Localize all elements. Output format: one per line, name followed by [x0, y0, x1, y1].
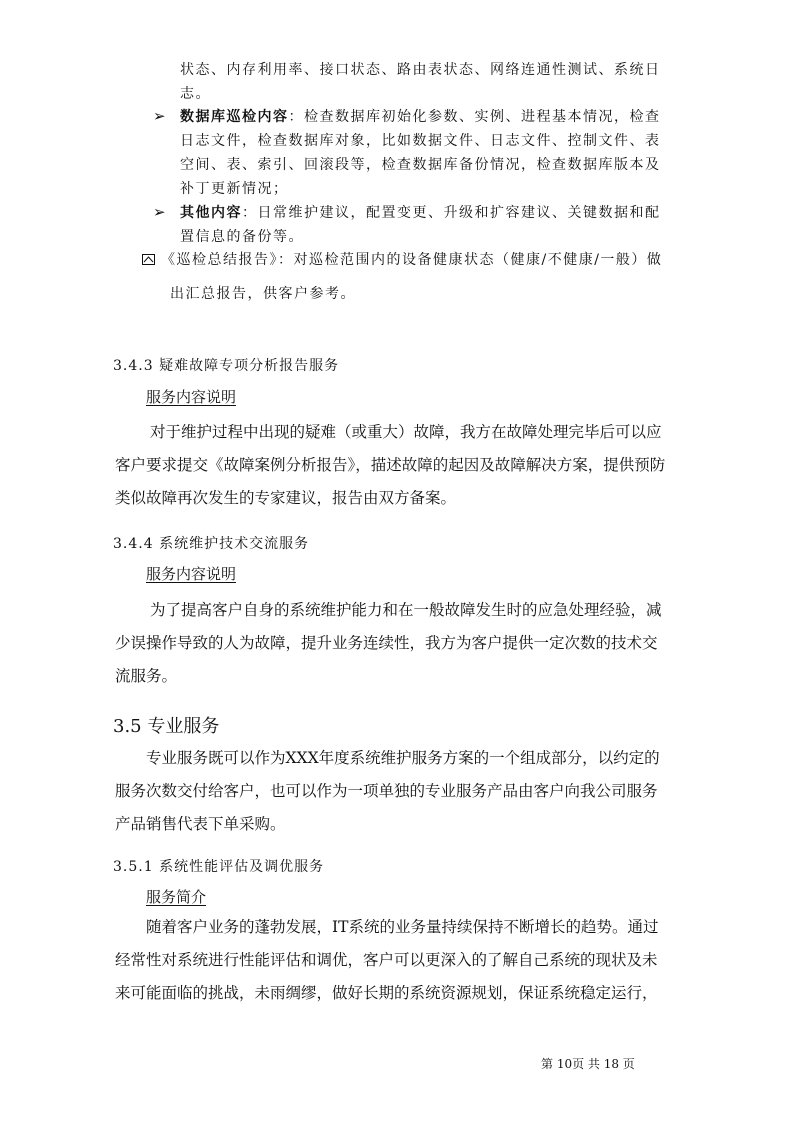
- list-continuation-line1: 状态、内存利用率、接口状态、路由表状态、网络连通性测试、系统日: [180, 62, 661, 78]
- list-continuation-line2: 志。: [180, 86, 211, 102]
- section-3-5-para-line1: 专业服务既可以作为XXX年度系统维护服务方案的一个组成部分，以约定的: [146, 749, 660, 767]
- section-3-4-3-heading: 3.4.3 疑难故障专项分析报告服务: [113, 358, 340, 374]
- db-item-line1-text: ：检查数据库初始化参数、实例、进程基本情况，检查: [288, 109, 661, 125]
- section-3-4-4-subheading: 服务内容说明: [146, 565, 237, 583]
- report-item-line1: 《巡检总结报告》：对巡检范围内的设备健康状态（健康/不健康/一般）做: [161, 252, 663, 268]
- report-item-line2: 出汇总报告，供客户参考。: [170, 286, 356, 302]
- section-3-5-1-para-line2: 经常性对系统进行性能评估和调优，客户可以更深入的了解自己系统的现状及未: [115, 951, 658, 969]
- section-3-5-heading: 3.5 专业服务: [113, 716, 220, 737]
- section-3-5-para-line3: 产品销售代表下单采购。: [115, 815, 286, 833]
- section-3-5-para-line2: 服务次数交付给客户，也可以作为一项单独的专业服务产品由客户向我公司服务: [115, 782, 658, 800]
- section-3-4-3-para-line1: 对于维护过程中出现的疑难（或重大）故障，我方在故障处理完毕后可以应: [150, 423, 662, 441]
- section-3-4-4-para-line1: 为了提高客户自身的系统维护能力和在一般故障发生时的应急处理经验，减: [150, 601, 662, 619]
- section-3-4-4-heading: 3.4.4 系统维护技术交流服务: [113, 536, 310, 552]
- page-number-footer: 第 10页 共 18 页: [541, 1057, 635, 1071]
- other-item-line1: [180, 201, 661, 225]
- db-item-line2: 日志文件，检查数据库对象，比如数据文件、日志文件、控制文件、表: [180, 133, 661, 149]
- section-3-5-1-para-line3: 来可能面临的挑战，未雨绸缪，做好长期的系统资源规划，保证系统稳定运行，: [115, 984, 658, 1002]
- arrow-bullet-icon: ➢: [153, 107, 166, 125]
- db-item-line4: 补丁更新情况；: [180, 181, 289, 197]
- section-3-4-4-para-line2: 少误操作导致的人为故障，提升业务连续性，我方为客户提供一定次数的技术交: [115, 634, 658, 652]
- db-item-label: 数据库巡检内容: [180, 109, 289, 125]
- section-3-5-1-heading: 3.5.1 系统性能评估及调优服务: [113, 859, 325, 875]
- db-item-line3: 空间、表、索引、回滚段等，检查数据库备份情况，检查数据库版本及: [180, 157, 661, 173]
- section-3-5-1-subheading: 服务简介: [146, 888, 207, 906]
- db-item-line1: [180, 105, 661, 129]
- section-3-4-4-para-line3: 流服务。: [115, 667, 178, 685]
- section-3-4-3-para-line2: 客户要求提交《故障案例分析报告》，描述故障的起因及故障解决方案，提供预防: [115, 456, 666, 474]
- arrow-bullet-icon: ➢: [153, 203, 166, 221]
- other-item-line1-text: ：日常维护建议，配置变更、升级和扩容建议、关键数据和配: [242, 205, 661, 221]
- section-3-5-1-para-line1: 随着客户业务的蓬勃发展，IT系统的业务量持续保持不断增长的趋势。通过: [146, 918, 659, 936]
- checkbox-bullet-icon: [142, 254, 155, 265]
- section-3-4-3-subheading: 服务内容说明: [146, 388, 237, 406]
- other-item-line2: 置信息的备份等。: [180, 229, 304, 245]
- other-item-label: 其他内容: [180, 205, 242, 221]
- section-3-4-3-para-line3: 类似故障再次发生的专家建议，报告由双方备案。: [115, 489, 457, 507]
